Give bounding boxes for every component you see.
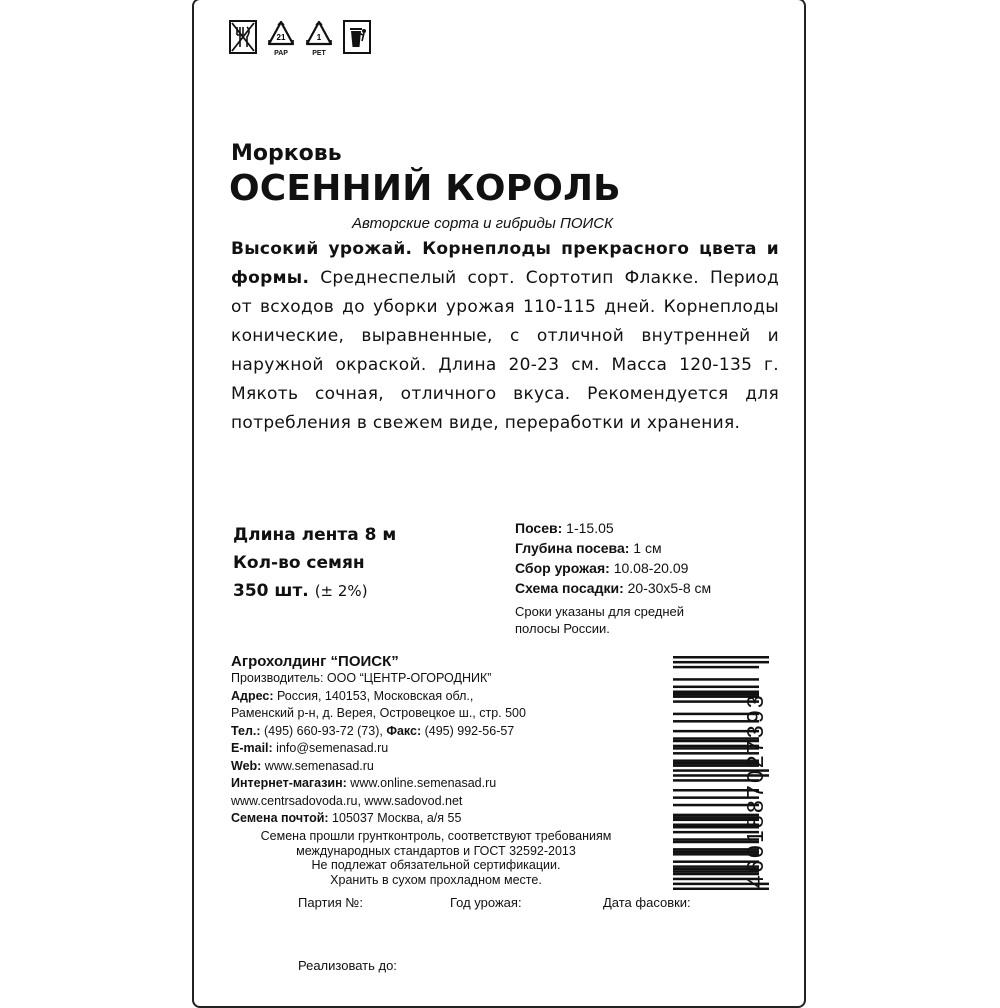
cert-line: Семена прошли грунтконтроль, соответствуют требованиям — [260, 829, 612, 843]
fact-label: Глубина посева: — [515, 540, 630, 556]
barcode-bar — [673, 678, 759, 681]
shop-value: www.online.semenasad.ru — [346, 776, 497, 790]
shop-line — [231, 775, 526, 793]
address-line — [231, 688, 526, 706]
cert-line: международных стандартов и ГОСТ 32592-2013 — [296, 843, 576, 858]
svg-text:1: 1 — [316, 33, 322, 42]
producer: Производитель: ООО “ЦЕНТР-ОГОРОДНИК” — [231, 671, 492, 685]
package-symbols — [228, 19, 372, 59]
mail-value: 105037 Москва, а/я 55 — [328, 811, 462, 825]
svg-text:21: 21 — [276, 33, 286, 42]
fact-row — [515, 558, 711, 578]
trash-bin-icon — [342, 19, 372, 59]
company-contacts — [231, 670, 526, 828]
sell-until-label: Реализовать до: — [298, 958, 397, 973]
phone-label: Тел.: — [231, 723, 261, 738]
fact-label: Схема посадки: — [515, 580, 624, 596]
recycle-pet-icon — [304, 19, 334, 59]
do-not-use-with-food-icon — [228, 19, 258, 59]
fact-row — [515, 518, 711, 538]
email-label: E-mail: — [231, 741, 273, 755]
recycle-pap-icon — [266, 19, 296, 59]
fact-value: 20-30х5-8 см — [623, 580, 712, 596]
fax-value: (495) 992-56-57 — [421, 723, 515, 738]
cert-line: Не подлежат обязательной сертификации. — [311, 858, 561, 872]
web-line — [231, 758, 526, 776]
fact-row — [515, 578, 711, 598]
fax-label: Факс: — [386, 723, 422, 738]
product-category: Морковь — [231, 141, 342, 166]
barcode-number: 4601887027393 — [742, 693, 768, 888]
company-name: Агрохолдинг “ПОИСК” — [231, 653, 399, 670]
email-value: info@semenasad.ru — [272, 741, 389, 755]
batch-label: Партия №: — [298, 895, 363, 910]
product-tagline: Авторские сорта и гибриды ПОИСК — [352, 215, 613, 232]
pack-date-label: Дата фасовки: — [603, 895, 691, 910]
certification-notes — [256, 829, 616, 887]
web-label: Web: — [231, 758, 262, 773]
fact-value: 10.08-20.09 — [609, 560, 689, 576]
barcode-bar — [673, 666, 759, 669]
web-value: www.semenasad.ru — [261, 758, 374, 773]
cert-line: Хранить в сухом прохладном месте. — [330, 872, 542, 887]
fact-label: Посев: — [515, 520, 563, 536]
harvest-year-label: Год урожая: — [450, 895, 522, 910]
barcode-bar — [673, 686, 759, 689]
fact-row — [515, 538, 711, 558]
facts-note: Сроки указаны для средней полосы России. — [515, 604, 685, 636]
phone-value: (495) 660-93-72 (73), — [260, 723, 387, 738]
product-name: ОСЕННИЙ КОРОЛЬ — [229, 168, 621, 209]
address-line-2: Раменский р-н, д. Верея, Островецкое ш., стр. 500 — [231, 706, 526, 720]
product-description — [231, 235, 779, 438]
mail-line — [231, 810, 526, 828]
barcode-bar — [673, 656, 769, 659]
seed-tolerance: (± 2%) — [314, 582, 368, 600]
seed-count-value: 350 шт. — [233, 581, 309, 601]
seed-count-label: Кол-во семян — [233, 553, 365, 573]
mail-label: Семена почтой: — [231, 811, 329, 825]
shop-label: Интернет-магазин: — [231, 776, 347, 790]
fact-value: 1-15.05 — [562, 520, 614, 536]
fact-label: Сбор урожая: — [515, 560, 610, 576]
sowing-facts — [515, 518, 711, 598]
shop-line-2: www.centrsadovoda.ru, www.sadovod.net — [231, 793, 463, 808]
fact-value: 1 см — [629, 540, 662, 556]
tape-length: Длина лента 8 м — [233, 525, 397, 545]
description-highlight: Высокий урожай. Корнеплоды прекрасного цвета и формы. — [231, 239, 779, 288]
recycle-pap-caption: PAP — [274, 50, 288, 57]
address-value: Россия, 140153, Московская обл., — [273, 688, 474, 703]
address-label: Адрес: — [231, 688, 274, 703]
barcode-bar — [673, 661, 769, 664]
seed-count — [233, 577, 396, 605]
description-text: Среднеспелый сорт. Сортотип Флакке. Период от всходов до уборки урожая 110-115 дней. Корнеплоды конические, выравненные, с отличной внутренней и наружной окраской. Длина 20-23 см. Масса 120-135 г. Мякоть сочная, отличного вкуса. Рекомендуется для потребления в свежем виде, переработки и хранения. — [231, 268, 779, 433]
phone-line — [231, 723, 526, 741]
recycle-pet-caption: PET — [312, 50, 326, 57]
tape-info — [233, 521, 396, 605]
email-line — [231, 740, 526, 758]
